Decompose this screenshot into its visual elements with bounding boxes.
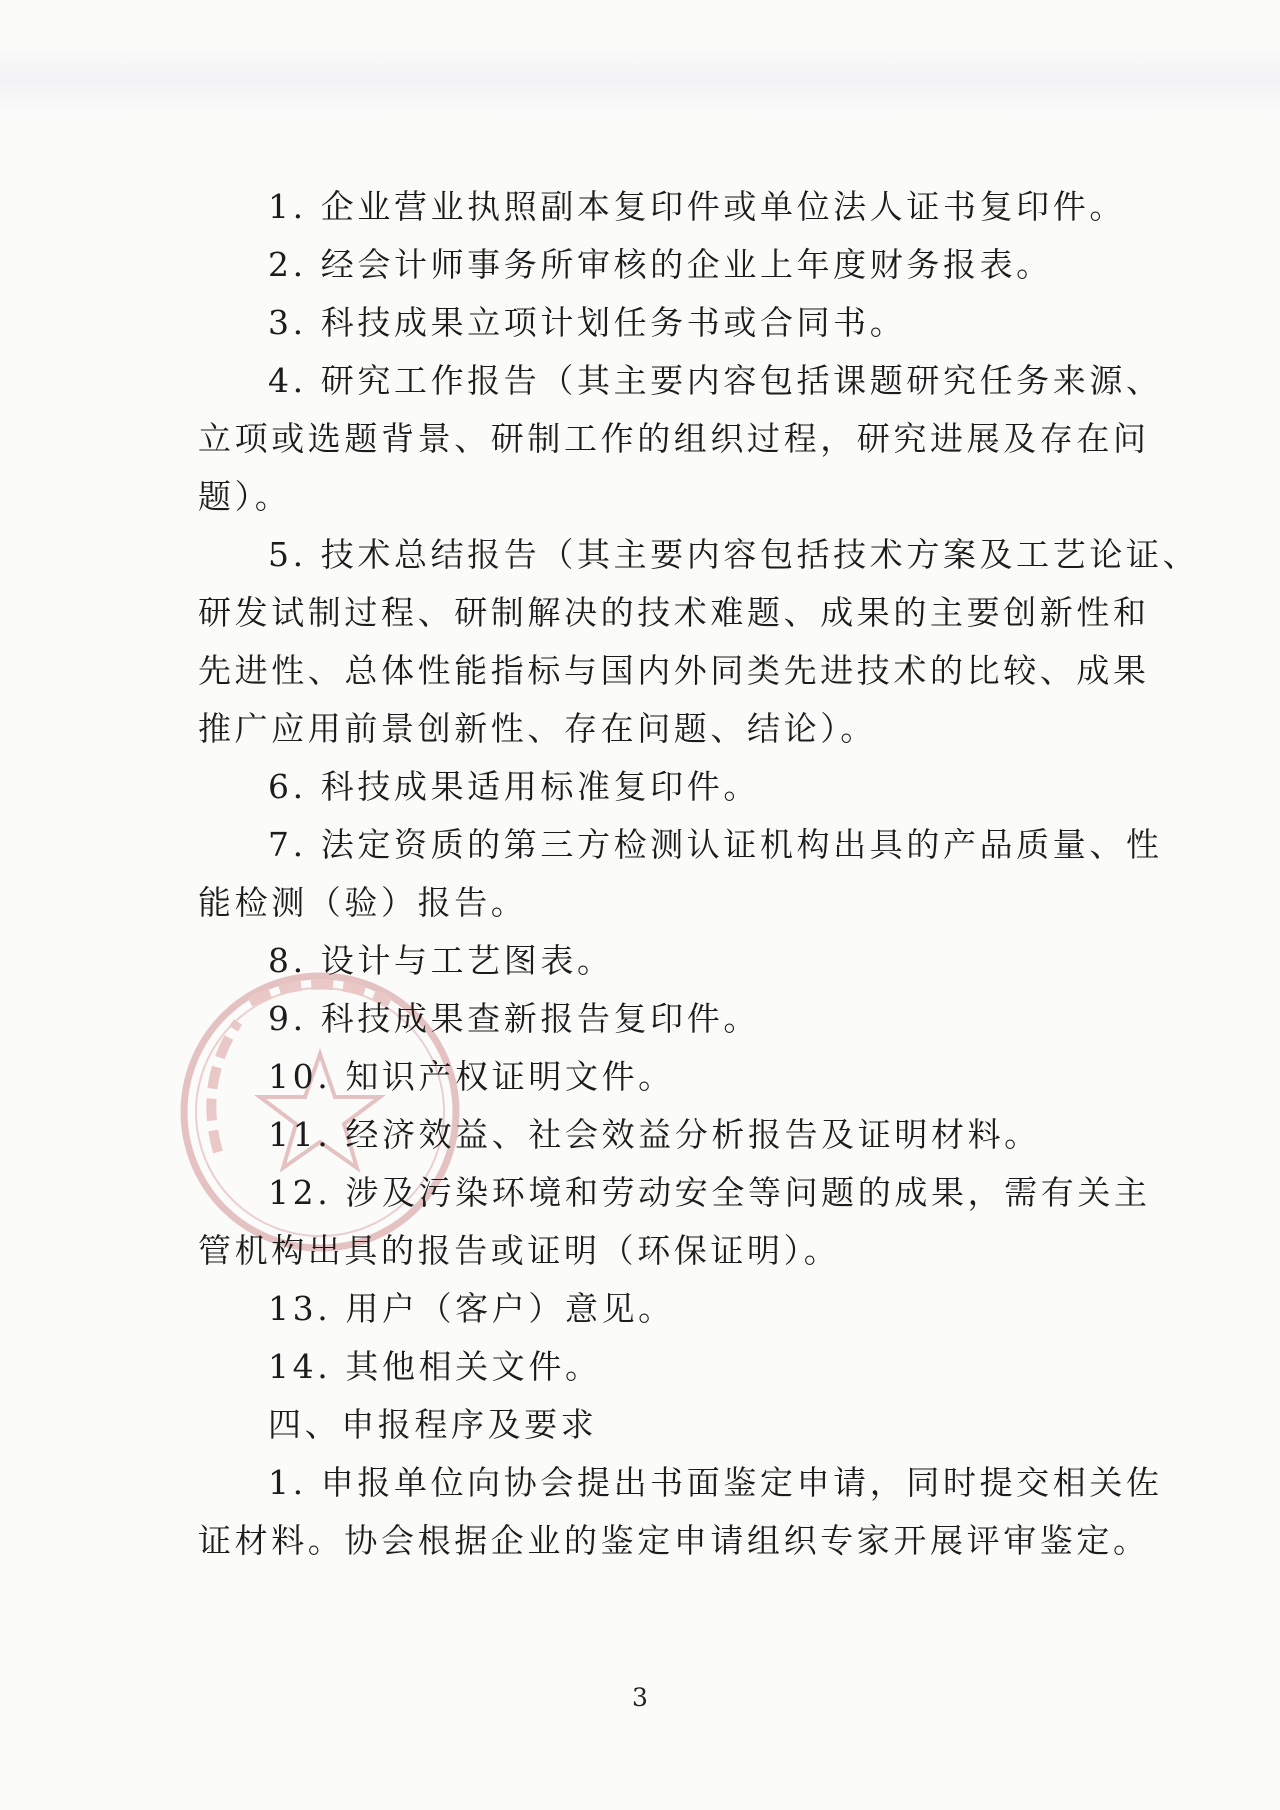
text-line: 10. 知识产权证明文件。 [268,1057,675,1096]
text-line: 能检测（验）报告。 [198,883,528,922]
text-line: 14. 其他相关文件。 [268,1347,602,1386]
text-line: 9. 科技成果查新报告复印件。 [268,999,760,1038]
text-line: 11. 经济效益、社会效益分析报告及证明材料。 [268,1115,1041,1154]
text-line: 13. 用户（客户）意见。 [268,1289,675,1328]
text-line: 1. 企业营业执照副本复印件或单位法人证书复印件。 [268,187,1126,226]
scan-shadow-band [0,46,1280,116]
text-line: 推广应用前景创新性、存在问题、结论）。 [198,709,877,748]
page-number: 3 [632,1683,648,1712]
text-line: 研发试制过程、研制解决的技术难题、成果的主要创新性和 [198,593,1150,632]
text-line: 2. 经会计师事务所审核的企业上年度财务报表。 [268,245,1053,284]
text-line: 6. 科技成果适用标准复印件。 [268,767,760,806]
text-line: 先进性、总体性能指标与国内外同类先进技术的比较、成果 [198,651,1150,690]
text-line: 8. 设计与工艺图表。 [268,941,614,980]
text-line: 4. 研究工作报告（其主要内容包括课题研究任务来源、 [268,361,1163,400]
text-line: 立项或选题背景、研制工作的组织过程，研究进展及存在问 [198,419,1150,458]
text-line: 12. 涉及污染环境和劳动安全等问题的成果，需有关主 [268,1173,1151,1212]
text-line: 证材料。协会根据企业的鉴定申请组织专家开展评审鉴定。 [198,1521,1150,1560]
text-line: 5. 技术总结报告（其主要内容包括技术方案及工艺论证、 [268,535,1200,574]
section-heading: 四、申报程序及要求 [268,1405,598,1444]
text-line: 题）。 [198,477,292,516]
text-line: 3. 科技成果立项计划任务书或合同书。 [268,303,907,342]
text-line: 管机构出具的报告或证明（环保证明）。 [198,1231,841,1270]
text-line: 7. 法定资质的第三方检测认证机构出具的产品质量、性 [268,825,1163,864]
text-line: 1. 申报单位向协会提出书面鉴定申请，同时提交相关佐 [268,1463,1163,1502]
